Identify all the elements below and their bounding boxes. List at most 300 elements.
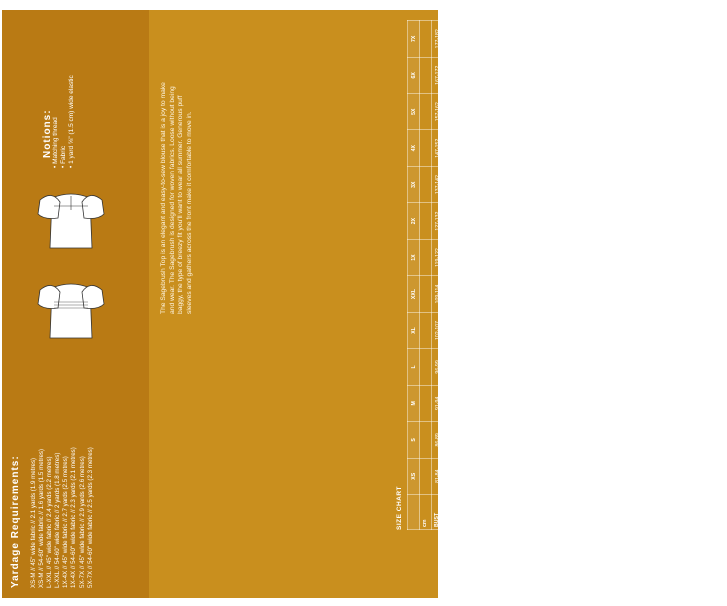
table-cell: 38-39: [480, 349, 492, 385]
table-cell: 63-65: [492, 21, 504, 58]
table-cell: 46: [598, 349, 610, 385]
table-cell: 63: [598, 57, 610, 93]
table-cell: 172-177: [456, 57, 468, 93]
table-row: [586, 21, 598, 530]
table-cell: 61: [586, 94, 598, 130]
row-label: in: [468, 495, 480, 530]
table-cell: 107: [657, 422, 669, 458]
table-cell: 55: [586, 203, 598, 239]
table-cell: 117: [693, 349, 705, 385]
table-cell: 59-61: [492, 57, 504, 93]
table-cell: 119-124: [444, 166, 456, 202]
table-cell: 65: [598, 21, 610, 58]
table-cell: 84-89: [444, 312, 456, 348]
column-header: 5X: [538, 94, 550, 130]
size-chart-title: SIZE CHART: [396, 486, 403, 530]
table-cell: 14.2: [610, 130, 622, 166]
column-header: 7X: [408, 21, 420, 58]
table-cell: 112: [693, 385, 705, 421]
table-cell: 152-157: [456, 130, 468, 166]
table-cell: 157-162: [432, 94, 444, 130]
table-cell: [645, 94, 657, 130]
table-cell: 33.8: [705, 422, 717, 458]
table-cell: 46: [586, 349, 598, 385]
table-cell: [645, 57, 657, 93]
yardage-item: 5X-7X // 45" wide fabric // 2.9 yards (2.6 metres): [78, 456, 86, 588]
table-cell: [420, 458, 432, 494]
table-cell: [550, 239, 562, 275]
table-row: [693, 21, 705, 530]
table-cell: 59: [562, 130, 574, 166]
table-cell: 165: [681, 21, 693, 58]
table-row: [480, 21, 492, 530]
table-cell: [550, 385, 562, 421]
column-header: 7X: [538, 21, 550, 58]
table-cell: 34.5: [705, 312, 717, 348]
table-cell: [420, 276, 432, 312]
column-header: 5X: [633, 94, 645, 130]
row-label: FULL BUST: [669, 495, 681, 530]
notions-panel: [2, 10, 149, 598]
table-cell: 14.1: [610, 166, 622, 202]
column-header: 3X: [408, 166, 420, 202]
table-cell: 36.6: [705, 21, 717, 58]
table-cell: 145: [693, 166, 705, 202]
column-header: [408, 495, 420, 530]
table-cell: 62-64: [480, 94, 492, 130]
table-cell: 137-142: [432, 166, 444, 202]
table-cell: 112: [657, 385, 669, 421]
column-header: S: [408, 422, 420, 458]
table-cell: 44: [598, 385, 610, 421]
table-cell: 71-74: [444, 385, 456, 421]
table-cell: 52: [598, 239, 610, 275]
table-cell: 14.3: [610, 57, 622, 93]
table-cell: 40-42: [504, 349, 516, 385]
size-chart-table: [407, 20, 516, 530]
table-header-row: [633, 21, 645, 530]
table-cell: 150: [657, 130, 669, 166]
table-cell: 59: [598, 130, 610, 166]
table-cell: [468, 458, 480, 494]
table-cell: 102-107: [432, 312, 444, 348]
finished-inches-table: [537, 20, 622, 530]
table-cell: 50: [598, 276, 610, 312]
table-cell: 59: [574, 94, 586, 130]
row-label: BUST: [480, 495, 492, 530]
column-header: 3X: [538, 166, 550, 202]
table-cell: 140: [669, 166, 681, 202]
row-label: WAIST: [492, 495, 504, 530]
table-cell: 81-84: [432, 458, 444, 494]
row-label: FULL BUST: [574, 495, 586, 530]
table-cell: 60-62: [504, 130, 516, 166]
table-cell: 30-32: [492, 349, 504, 385]
table-cell: 36.3: [705, 94, 717, 130]
table-cell: 63: [562, 57, 574, 93]
table-cell: 50: [562, 276, 574, 312]
table-cell: 117: [681, 349, 693, 385]
table-cell: 150: [693, 130, 705, 166]
table-cell: 39-41: [492, 239, 504, 275]
table-cell: [645, 312, 657, 348]
column-header: 4X: [538, 130, 550, 166]
table-cell: 127-132: [432, 203, 444, 239]
table-cell: [550, 166, 562, 202]
column-header: L: [538, 349, 550, 385]
table-cell: 112: [681, 385, 693, 421]
table-cell: 14.0: [610, 203, 622, 239]
table-row: [705, 21, 717, 530]
table-cell: 36.3: [705, 57, 717, 93]
table-cell: 44: [574, 349, 586, 385]
table-row: [657, 21, 669, 530]
table-cell: 160: [669, 21, 681, 58]
table-cell: 64-66: [504, 94, 516, 130]
table-cell: 55: [574, 166, 586, 202]
table-cell: 160: [693, 57, 705, 93]
yardage-item: XS-M // 54-60" wide fabric // 1.6 yards (1.5 metres): [38, 448, 46, 588]
row-label: HIPS: [598, 495, 610, 530]
column-header: 2X: [408, 203, 420, 239]
table-cell: 155: [657, 94, 669, 130]
table-row: [562, 21, 574, 530]
table-cell: 57: [586, 166, 598, 202]
row-label: SIDE SEAM: [705, 495, 717, 530]
table-cell: 14.4: [610, 21, 622, 58]
table-cell: [420, 203, 432, 239]
table-row: [456, 21, 468, 530]
table-cell: 96-99: [456, 385, 468, 421]
table-cell: [468, 385, 480, 421]
notion-item: • Matching thread: [52, 117, 59, 168]
table-cell: 55-57: [492, 94, 504, 130]
pattern-page: [2, 10, 714, 598]
table-cell: 130-135: [444, 130, 456, 166]
table-cell: 97: [669, 458, 681, 494]
table-row: [468, 21, 480, 530]
table-cell: 58-60: [480, 130, 492, 166]
table-cell: [468, 166, 480, 202]
table-cell: 122: [693, 312, 705, 348]
table-cell: 33.5: [705, 458, 717, 494]
table-cell: 155: [669, 57, 681, 93]
table-cell: [645, 239, 657, 275]
table-cell: 48: [598, 312, 610, 348]
table-cell: 109-114: [456, 312, 468, 348]
table-cell: [468, 130, 480, 166]
table-cell: 102-107: [456, 349, 468, 385]
row-label: HIPS: [504, 495, 516, 530]
table-cell: [645, 203, 657, 239]
table-row: [504, 21, 516, 530]
table-cell: [420, 130, 432, 166]
table-cell: 70-72: [480, 21, 492, 58]
table-cell: 44: [562, 385, 574, 421]
table-cell: 65: [562, 21, 574, 58]
finished-cm-table: [632, 20, 717, 530]
table-row: [669, 21, 681, 530]
table-cell: 76-81: [444, 349, 456, 385]
table-cell: 107: [681, 422, 693, 458]
table-cell: 52-54: [504, 203, 516, 239]
measurement-tables: [396, 20, 727, 530]
table-row: [420, 21, 432, 530]
table-cell: 50-52: [504, 239, 516, 275]
table-row: [492, 21, 504, 530]
row-label: WAIST: [681, 495, 693, 530]
table-cell: 160: [681, 57, 693, 93]
table-row: [645, 21, 657, 530]
table-cell: [645, 130, 657, 166]
table-cell: 13.2: [610, 458, 622, 494]
column-header: 1X: [408, 239, 420, 275]
table-cell: 46: [574, 312, 586, 348]
table-cell: 165: [657, 21, 669, 58]
column-header: XXL: [633, 276, 645, 312]
column-header: 1X: [633, 239, 645, 275]
table-cell: 119-122: [432, 239, 444, 275]
table-cell: 56-58: [504, 166, 516, 202]
table-cell: 160-165: [444, 21, 456, 58]
notion-item: • 1 yard ⅝" (1.5 cm) wide elastic: [68, 75, 75, 168]
yardage-list: [30, 288, 95, 588]
table-cell: 48: [562, 312, 574, 348]
table-cell: 102: [681, 458, 693, 494]
table-cell: [420, 239, 432, 275]
table-cell: 36-37: [480, 385, 492, 421]
table-cell: 35.8: [705, 166, 717, 202]
notions-list: [52, 28, 76, 168]
table-cell: 13.8: [610, 276, 622, 312]
table-cell: 48: [586, 312, 598, 348]
table-cell: 122: [657, 312, 669, 348]
column-header: S: [633, 422, 645, 458]
table-cell: [550, 130, 562, 166]
table-cell: 132: [693, 239, 705, 275]
table-cell: 40: [562, 458, 574, 494]
table-cell: 38: [574, 458, 586, 494]
table-cell: 51-53: [492, 130, 504, 166]
column-header: 5X: [408, 94, 420, 130]
table-cell: [645, 458, 657, 494]
column-header: 7X: [633, 21, 645, 58]
table-cell: 38-39: [504, 385, 516, 421]
table-cell: [468, 21, 480, 58]
row-label: BUST: [432, 495, 444, 530]
table-cell: 135: [669, 203, 681, 239]
table-row: [432, 21, 444, 530]
row-label: cm: [645, 495, 657, 530]
table-cell: 40: [598, 458, 610, 494]
table-cell: 13.4: [610, 422, 622, 458]
table-cell: [550, 203, 562, 239]
row-label: HIPS: [456, 495, 468, 530]
table-row: [444, 21, 456, 530]
yardage-item: XS-M // 45" wide fabric // 2.1 yards (1.9 metres): [30, 457, 37, 588]
table-row: [550, 21, 562, 530]
table-row: [610, 21, 622, 530]
table-cell: 57: [598, 166, 610, 202]
table-cell: 35.1: [705, 276, 717, 312]
table-cell: 61: [562, 94, 574, 130]
table-cell: 127: [693, 276, 705, 312]
table-cell: 46: [562, 349, 574, 385]
table-cell: 47-49: [492, 166, 504, 202]
table-cell: [468, 203, 480, 239]
table-cell: 50-52: [480, 203, 492, 239]
notions-title: Notions:: [42, 109, 53, 158]
table-cell: [468, 57, 480, 93]
row-label: BUST: [562, 495, 574, 530]
table-cell: 140-145: [444, 94, 456, 130]
table-cell: 99-104: [444, 239, 456, 275]
table-cell: 132: [681, 239, 693, 275]
yardage-item: 1X-4X // 54-60" wide fabric // 2.3 yards (2.1 metres): [70, 447, 78, 588]
table-header-row: [538, 21, 550, 530]
table-cell: 13.5: [610, 385, 622, 421]
table-cell: 182-187: [456, 21, 468, 58]
table-cell: 43-45: [504, 312, 516, 348]
table-cell: 140: [681, 203, 693, 239]
table-cell: 147-152: [432, 130, 444, 166]
table-cell: 109-114: [432, 276, 444, 312]
table-cell: [468, 276, 480, 312]
table-cell: [550, 57, 562, 93]
table-cell: 54-56: [480, 166, 492, 202]
table-cell: [420, 166, 432, 202]
table-cell: 42: [562, 422, 574, 458]
table-cell: 63: [586, 57, 598, 93]
table-cell: [645, 21, 657, 58]
table-cell: [550, 349, 562, 385]
table-cell: 127: [669, 239, 681, 275]
table-cell: 107: [669, 385, 681, 421]
table-cell: 150: [681, 130, 693, 166]
table-cell: 57: [562, 166, 574, 202]
table-cell: 132: [657, 239, 669, 275]
table-cell: 102: [693, 458, 705, 494]
table-cell: [645, 166, 657, 202]
column-header: 6X: [538, 57, 550, 93]
table-cell: 66-68: [480, 57, 492, 93]
table-cell: 107: [693, 422, 705, 458]
table-cell: 145: [669, 130, 681, 166]
column-header: 3X: [633, 166, 645, 202]
table-cell: 34-35: [504, 458, 516, 494]
table-cell: [550, 458, 562, 494]
table-cell: 150-155: [444, 57, 456, 93]
row-label: SIDE SEAM: [610, 495, 622, 530]
table-cell: 32-33: [480, 458, 492, 494]
table-cell: [468, 94, 480, 130]
table-cell: [420, 57, 432, 93]
yardage-item: L-XXL // 45" wide fabric // 2.4 yards (2.2 metres): [46, 456, 54, 588]
column-header: 2X: [538, 203, 550, 239]
table-cell: 50: [586, 276, 598, 312]
column-header: XS: [633, 458, 645, 494]
table-cell: 59: [586, 130, 598, 166]
yardage-title: Yardage Requirements:: [10, 455, 21, 588]
column-header: 6X: [408, 57, 420, 93]
table-cell: 91-94: [456, 422, 468, 458]
table-cell: 24-25: [492, 458, 504, 494]
column-header: S: [538, 422, 550, 458]
table-cell: 47-48: [480, 239, 492, 275]
table-cell: 42: [586, 422, 598, 458]
table-cell: 55: [562, 203, 574, 239]
column-header: 6X: [633, 57, 645, 93]
table-cell: 132-137: [456, 203, 468, 239]
table-cell: 102: [669, 422, 681, 458]
table-row: [574, 21, 586, 530]
table-cell: 66-69: [444, 422, 456, 458]
row-label: WAIST: [444, 495, 456, 530]
column-header: 2X: [633, 203, 645, 239]
table-cell: 122: [681, 312, 693, 348]
table-cell: 65: [586, 21, 598, 58]
row-label: HIPS: [693, 495, 705, 530]
table-cell: 33-35: [492, 312, 504, 348]
table-cell: 155: [681, 94, 693, 130]
table-cell: 36-38: [492, 276, 504, 312]
table-cell: 160: [657, 57, 669, 93]
table-cell: 145: [657, 166, 669, 202]
table-cell: 112: [669, 349, 681, 385]
table-cell: 44: [586, 385, 598, 421]
table-cell: [468, 312, 480, 348]
table-cell: 96-99: [432, 349, 444, 385]
column-header: XL: [538, 312, 550, 348]
table-cell: 165: [693, 21, 705, 58]
table-cell: 35.3: [705, 239, 717, 275]
finished-title: FINISHED GARMENT MEASUREMENTS: [526, 393, 533, 530]
table-cell: 127: [657, 276, 669, 312]
table-cell: 142-147: [456, 166, 468, 202]
table-cell: 43-45: [480, 276, 492, 312]
column-header: 1X: [538, 239, 550, 275]
table-cell: [420, 94, 432, 130]
top-back-illustration: [32, 188, 110, 258]
table-cell: 63: [574, 21, 586, 58]
table-row: [598, 21, 610, 530]
column-header: M: [538, 385, 550, 421]
table-cell: 35.6: [705, 203, 717, 239]
table-cell: 53: [574, 203, 586, 239]
table-cell: 13.6: [610, 349, 622, 385]
table-cell: 68-70: [504, 57, 516, 93]
table-cell: 42: [574, 385, 586, 421]
table-cell: 40: [574, 422, 586, 458]
table-header-row: [408, 21, 420, 530]
table-cell: 61: [574, 57, 586, 93]
table-cell: 91-97: [444, 276, 456, 312]
description-text: The Sagebrush Top is an elegant and easy-to-sew blouse that is a joy to make and wear. The Sagebrush is designed for woven fabrics. Loose without being baggy, the type of breezy fit you'll want to wear all summer. Generous puff sleeves and gathers across the front make it comfortable to move in.: [160, 82, 193, 314]
table-cell: [420, 312, 432, 348]
table-cell: 43-45: [492, 203, 504, 239]
column-header: XS: [538, 458, 550, 494]
column-header: 4X: [408, 130, 420, 166]
table-cell: 36.1: [705, 130, 717, 166]
yardage-item: 5X-7X // 54-60" wide fabric // 2.5 yards (2.3 metres): [86, 447, 94, 588]
table-cell: [645, 385, 657, 421]
table-cell: 72-74: [504, 21, 516, 58]
column-header: L: [633, 349, 645, 385]
table-cell: 14.3: [610, 94, 622, 130]
column-header: M: [633, 385, 645, 421]
table-cell: [468, 422, 480, 458]
table-cell: 57: [574, 130, 586, 166]
